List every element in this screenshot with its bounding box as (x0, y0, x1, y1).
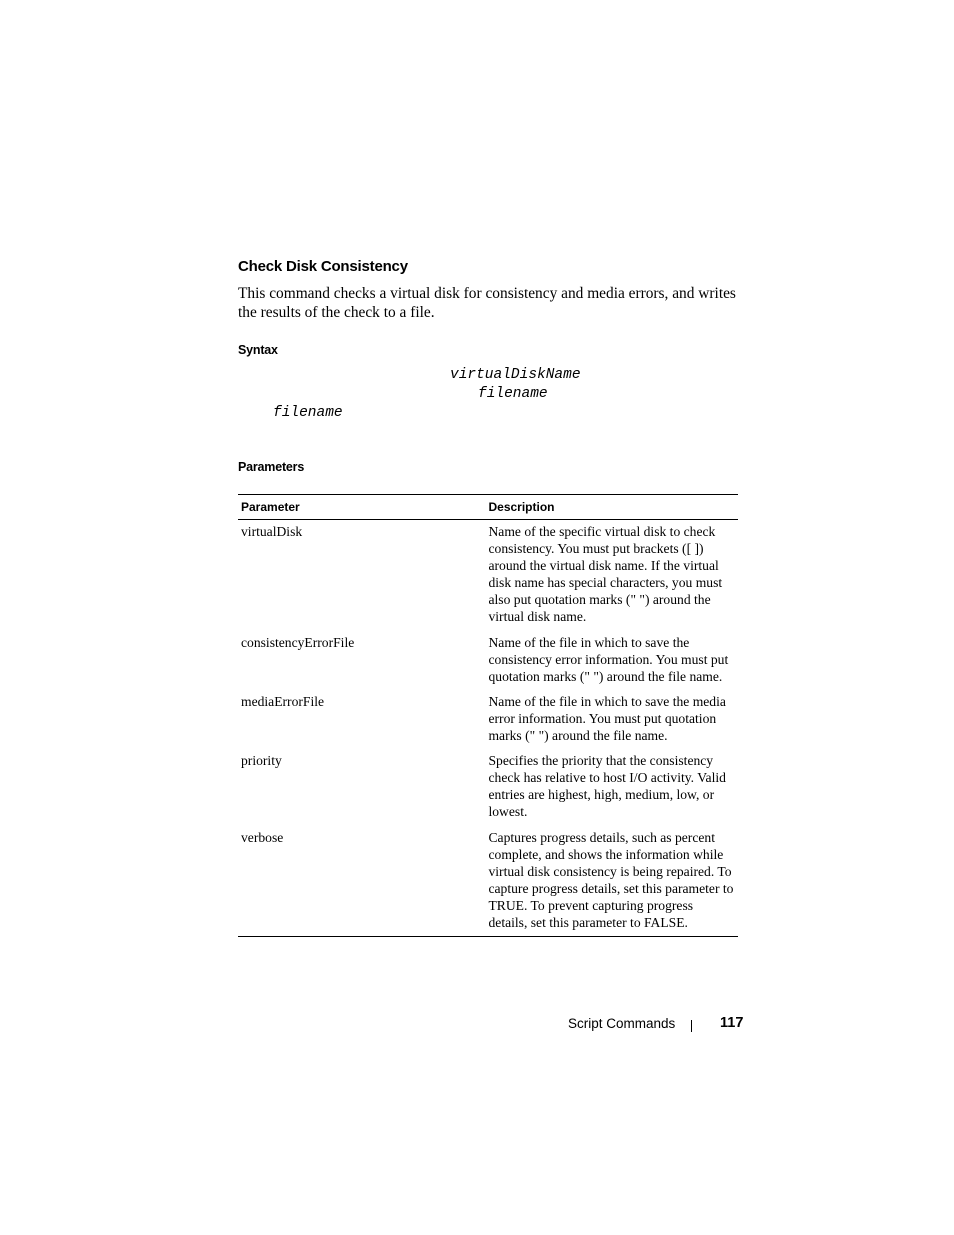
parameters-heading: Parameters (238, 460, 305, 474)
table-row (238, 631, 738, 690)
footer-divider (691, 1020, 692, 1032)
parameters-table (238, 494, 738, 937)
column-header-description: Description (485, 495, 738, 520)
parameter-name: mediaErrorFile (241, 693, 325, 709)
parameter-description: Captures progress details, such as percent complete, and shows the information while virtual disk consistency is being repaired. To capture progress details, set this parameter to TRUE. To prevent capturing progress details, set this parameter to FALSE. (488, 829, 734, 930)
page-number: 117 (720, 1015, 744, 1031)
table-row (238, 826, 738, 937)
syntax-line-virtual-disk-name: virtualDiskName (450, 367, 581, 383)
parameter-description: Name of the specific virtual disk to check consistency. You must put brackets ([ ]) around the virtual disk name. If the virtual disk name has special characters, you must also put quotation marks (" ") around the virtual disk name. (488, 524, 723, 625)
footer-section-label: Script Commands (568, 1016, 676, 1031)
syntax-line-filename-2: filename (273, 405, 343, 421)
parameter-name: verbose (241, 829, 284, 845)
syntax-heading: Syntax (238, 343, 278, 357)
parameter-description: Name of the file in which to save the media error information. You must put quotation marks (" ") around the file name. (488, 693, 726, 744)
syntax-line-filename-1: filename (478, 386, 548, 402)
table-header-row (238, 495, 738, 520)
parameter-name: virtualDisk (241, 524, 303, 539)
table-row (238, 749, 738, 825)
parameter-description: Specifies the priority that the consistency check has relative to host I/O activity. Valid entries are highest, high, medium, low, or lowest. (488, 753, 726, 820)
section-title: Check Disk Consistency (238, 258, 408, 275)
parameter-name: consistencyErrorFile (241, 634, 355, 650)
table-row (238, 520, 738, 631)
table-row (238, 690, 738, 749)
parameter-name: priority (241, 753, 282, 769)
intro-paragraph: This command checks a virtual disk for consistency and media errors, and writes the results of the check to a file. (238, 285, 736, 321)
parameter-description: Name of the file in which to save the consistency error information. You must put quotation marks (" ") around the file name. (488, 634, 729, 684)
column-header-parameter: Parameter (238, 495, 485, 520)
